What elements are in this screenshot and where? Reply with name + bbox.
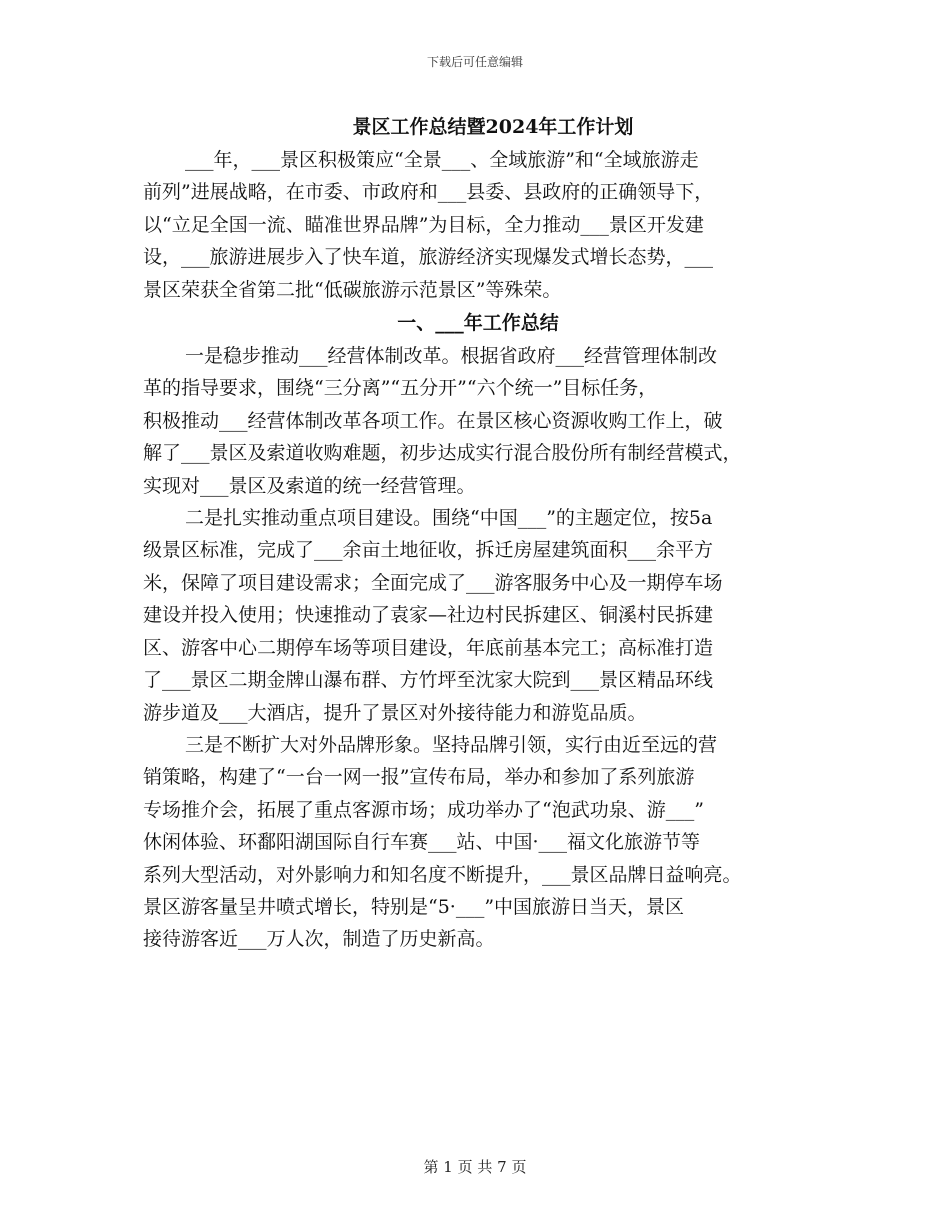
text-line: 了___景区二期金牌山瀑布群、方竹坪至沈家大院到___景区精品环线	[143, 669, 714, 692]
text-line: 景区荣获全省第二批“低碳旅游示范景区”等殊荣。	[143, 278, 562, 301]
text-line: 游步道及___大酒店，提升了景区对外接待能力和游览品质。	[143, 701, 647, 724]
page-header-note: 下载后可任意编辑	[426, 55, 523, 69]
text-line: 革的指导要求，围绕“三分离”“五分开”“六个统一”目标任务，	[143, 377, 658, 400]
document-title: 景区工作总结暨2024年工作计划	[352, 116, 634, 138]
text-line: 区、游客中心二期停车场等项目建设，年底前基本完工；高标准打造	[143, 636, 714, 659]
text-line: 销策略，构建了“一台一网一报”宣传布局，举办和参加了系列旅游	[143, 766, 695, 789]
section-heading: 一、___年工作总结	[397, 312, 559, 335]
paragraph-reform	[143, 340, 803, 502]
text-line: 景区游客量呈井喷式增长，特别是“5·___”中国旅游日当天，景区	[143, 895, 685, 918]
text-line: 设，___旅游进展步入了快车道，旅游经济实现爆发式增长态势，___	[143, 246, 714, 269]
text-line: 三是不断扩大对外品牌形象。坚持品牌引领，实行由近至远的营	[185, 733, 718, 756]
text-line: 以“立足全国一流、瞄准世界品牌”为目标，全力推动___景区开发建	[143, 213, 704, 236]
text-line: 系列大型活动，对外影响力和知名度不断提升，___景区品牌日益响亮。	[143, 863, 742, 886]
intro-paragraph	[143, 144, 803, 306]
paragraph-brand	[143, 729, 803, 956]
page-number: 第 1 页 共 7 页	[423, 1158, 527, 1176]
text-line: 积极推动___经营体制改革各项工作。在景区核心资源收购工作上，破	[143, 409, 723, 432]
text-line: 建设并投入使用；快速推动了袁家—社边村民拆建区、铜溪村民拆建	[143, 604, 714, 627]
text-line: 级景区标准，完成了___余亩土地征收，拆迁房屋建筑面积___余平方	[143, 539, 714, 562]
text-line: ___年，___景区积极策应“全景___、全域旅游”和“全域旅游走	[185, 149, 699, 171]
document-body	[143, 110, 803, 956]
text-line: 解了___景区及索道收购难题，初步达成实行混合股份所有制经营模式，	[143, 442, 742, 465]
text-line: 接待游客近___万人次，制造了历史新高。	[143, 928, 495, 951]
text-line: 休闲体验、环鄱阳湖国际自行车赛___站、中国·___福文化旅游节等	[143, 831, 701, 854]
text-line: 专场推介会，拓展了重点客源市场；成功举办了“泡武功泉、游___”	[143, 798, 704, 821]
text-line: 一是稳步推动___经营体制改革。根据省政府___经营管理体制改	[185, 345, 718, 368]
text-line: 米，保障了项目建设需求；全面完成了___游客服务中心及一期停车场	[143, 571, 723, 594]
paragraph-projects	[143, 502, 803, 729]
text-line: 前列”进展战略，在市委、市政府和___县委、县政府的正确领导下，	[143, 181, 714, 204]
text-line: 二是扎实推动重点项目建设。围绕“中国___”的主题定位，按5a	[185, 507, 713, 530]
text-line: 实现对___景区及索道的统一经营管理。	[143, 474, 476, 497]
